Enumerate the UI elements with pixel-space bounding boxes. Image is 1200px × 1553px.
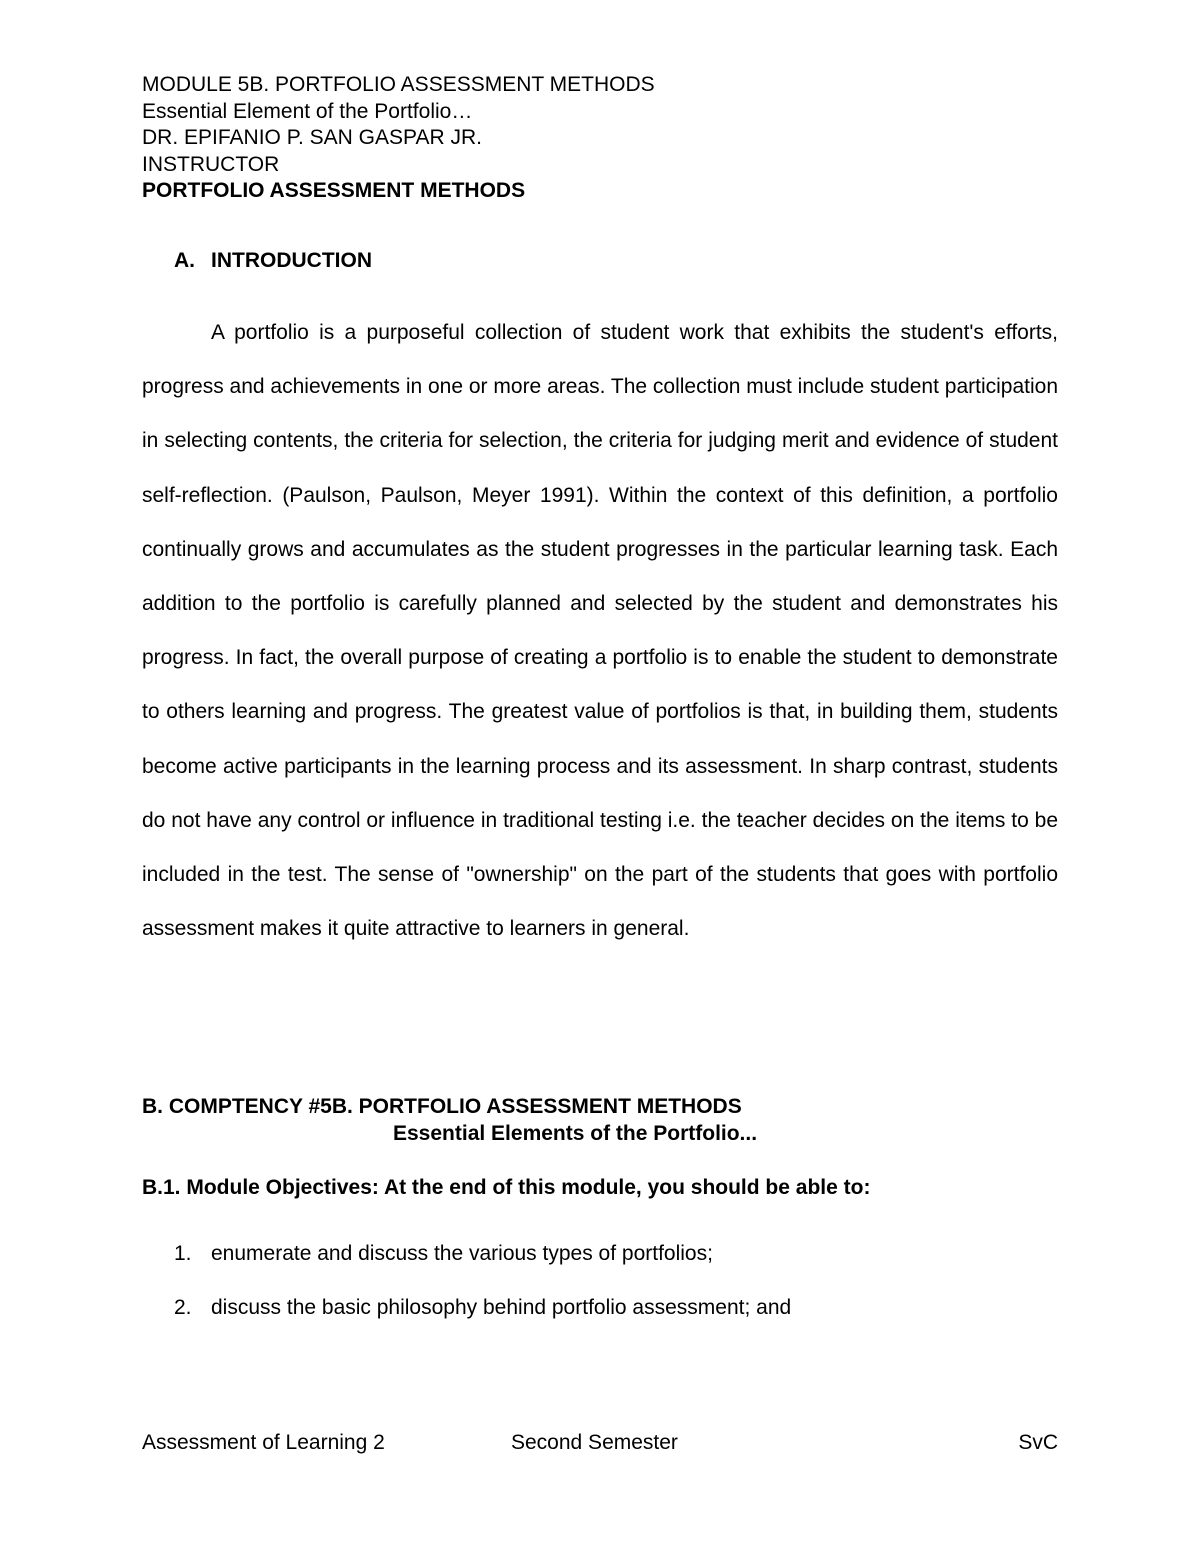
- section-b-heading: [142, 1093, 1058, 1147]
- document-title: PORTFOLIO ASSESSMENT METHODS: [142, 179, 526, 202]
- author-role: INSTRUCTOR: [142, 152, 280, 176]
- list-item-number: 2.: [174, 1296, 192, 1319]
- footer-course: Assessment of Learning 2: [142, 1431, 385, 1454]
- list-item-text: enumerate and discuss the various types of portfolios;: [211, 1242, 713, 1265]
- module-subtitle: Essential Element of the Portfolio…: [142, 99, 473, 123]
- section-a-marker: A.: [174, 249, 195, 272]
- competency-subtitle: Essential Elements of the Portfolio...: [393, 1122, 758, 1145]
- footer-initials: SvC: [1018, 1431, 1058, 1454]
- list-item-text: discuss the basic philosophy behind portfolio assessment; and: [211, 1296, 792, 1319]
- competency-title: B. COMPTENCY #5B. PORTFOLIO ASSESSMENT METHODS: [142, 1095, 742, 1118]
- list-item: [174, 1296, 791, 1350]
- objectives-list: [174, 1242, 791, 1350]
- page-footer: [142, 1431, 1058, 1459]
- introduction-paragraph: A portfolio is a purposeful collection of student work that exhibits the student's efforts, progress and achievements in one or more areas. The collection must include student participation in selecting contents, the criteria for selection, the criteria for judging merit and evidence of student self-reflection. (Paulson, Paulson, Meyer 1991). Within the context of this definition, a portfolio continually grows and accumulates as the student progresses in the particular learning task. Each addition to the portfolio is carefully planned and selected by the student and demonstrates his progress. In fact, the overall purpose of creating a portfolio is to enable the student to demonstrate to others learning and progress. The greatest value of portfolios is that, in building them, students become active participants in the learning process and its assessment. In sharp contrast, students do not have any control or influence in traditional testing i.e. the teacher decides on the items to be included in the test. The sense of "ownership" on the part of the students that goes with portfolio assessment makes it quite attractive to learners in general.: [142, 321, 1058, 941]
- list-item-number: 1.: [174, 1242, 192, 1265]
- footer-semester: Second Semester: [511, 1431, 678, 1454]
- author-name: DR. EPIFANIO P. SAN GASPAR JR.: [142, 126, 482, 149]
- objectives-heading: B.1. Module Objectives: At the end of this module, you should be able to:: [142, 1176, 871, 1199]
- list-item: [174, 1242, 791, 1296]
- section-a-heading: [174, 249, 372, 273]
- module-title: MODULE 5B. PORTFOLIO ASSESSMENT METHODS: [142, 73, 655, 96]
- document-header: [142, 72, 1062, 205]
- section-a-title: INTRODUCTION: [211, 249, 372, 272]
